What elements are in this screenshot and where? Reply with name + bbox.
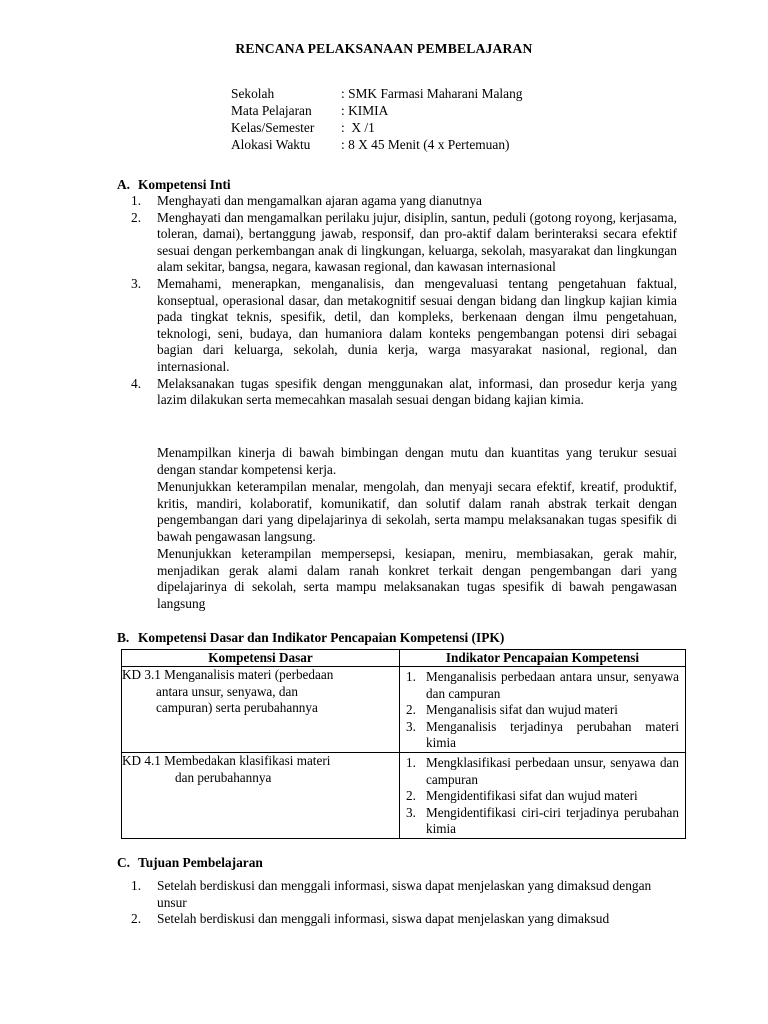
list-number: 3.	[406, 718, 416, 734]
list-number: 2.	[406, 788, 416, 804]
paragraph: Menampilkan kinerja di bawah bimbingan dengan mutu dan kuantitas yang terukur sesuai dengan standar kompetensi kerja.	[157, 445, 677, 477]
list-number: 1.	[406, 669, 416, 685]
table-cell-kd	[122, 667, 400, 753]
identity-table	[231, 86, 523, 154]
list-number: 2.	[406, 702, 416, 718]
list-item	[406, 788, 679, 804]
list-item	[131, 911, 679, 928]
paragraph: Menunjukkan keterampilan menalar, mengolah, dan menyaji secara efektif, kreatif, produktif, kritis, mandiri, kolaboratif, komunikatif, dan solutif dalam ranah abstrak terkait dengan pengembangan dari yang dipelajarinya di sekolah, serta mampu melaksanakan tugas spesifik di bawah pengawasan langsung.	[157, 479, 677, 544]
list-item	[406, 719, 679, 752]
list-text: Memahami, menerapkan, menganalisis, dan mengevaluasi tentang pengetahuan faktual, konseptual, operasional dasar, dan metakognitif sesuai dengan bidang dan lingkup kajian kimia pada tingkat teknis, spesifik, detil, dan kompleks, berkenaan dengan ilmu pengetahuan, teknologi, seni, budaya, dan humaniora dalam konteks pengembangan potensi diri sebagai bagian dari keluarga, sekolah, dunia kerja, warga masyarakat nasional, regional, dan internasional.	[157, 275, 677, 374]
list-number: 3.	[406, 804, 416, 820]
core-competence-list	[131, 193, 677, 409]
kd-text: antara unsur, senyawa, dan	[156, 683, 298, 699]
table-header: Kompetensi Dasar	[122, 650, 400, 667]
table-header-row	[122, 650, 686, 667]
list-text: Menganalisis terjadinya perubahan materi kimia	[426, 718, 679, 751]
list-item	[131, 276, 677, 376]
table-header: Indikator Pencapaian Kompetensi	[400, 650, 686, 667]
identity-value: : KIMIA	[341, 103, 389, 118]
kd-text: campuran) serta perubahannya	[156, 700, 318, 716]
list-text: Menganalisis perbedaan antara unsur, senyawa dan campuran	[426, 669, 679, 701]
ipk-list	[400, 667, 685, 752]
table-row	[122, 753, 686, 839]
list-text: Menganalisis sifat dan wujud materi	[426, 702, 618, 718]
identity-key: Mata Pelajaran	[231, 103, 312, 118]
kd-text: KD 3.1 Menganalisis materi (perbedaan	[122, 667, 334, 683]
section-b-heading	[117, 630, 504, 647]
section-letter: C.	[117, 855, 131, 870]
list-number: 1.	[406, 755, 416, 771]
list-number: 1.	[131, 193, 142, 208]
identity-key: Kelas/Semester	[231, 120, 315, 135]
list-item	[406, 755, 679, 788]
table-cell-ipk	[400, 667, 686, 753]
list-text: Setelah berdiskusi dan menggali informasi, siswa dapat menjelaskan yang dimaksud dengan unsur	[157, 878, 652, 910]
list-text: Melaksanakan tugas spesifik dengan menggunakan alat, informasi, dan prosedur kerja yang lazim dilakukan serta memecahkan masalah sesuai dengan bidang kajian kimia.	[157, 375, 677, 408]
list-text: Setelah berdiskusi dan menggali informasi, siswa dapat menjelaskan yang dimaksud	[157, 911, 610, 927]
section-a-heading	[117, 177, 231, 194]
list-text: Menghayati dan mengamalkan perilaku jujur, disiplin, santun, peduli (gotong royong, kerjasama, toleran, damai), bertanggung jawab, responsif, dan pro-aktif dalam berinteraksi secara efektif sesuai dengan perkembangan anak di lingkungan, keluarga, sekolah, masyarakat dan lingkungan alam sekitar, bangsa, negara, kawasan regional, dan kawasan internasional	[157, 209, 677, 275]
list-number: 1.	[131, 878, 142, 893]
identity-value: : SMK Farmasi Maharani Malang	[341, 86, 523, 101]
identity-row-time	[231, 137, 523, 154]
table-row	[122, 667, 686, 753]
list-number: 4.	[131, 375, 142, 391]
identity-row-school	[231, 86, 523, 103]
kd-text: KD 4.1 Membedakan klasifikasi materi	[122, 753, 331, 769]
identity-key: Alokasi Waktu	[231, 137, 311, 152]
section-title: Tujuan Pembelajaran	[138, 855, 263, 870]
list-number: 2.	[131, 911, 142, 927]
table-cell-ipk	[400, 753, 686, 839]
list-number: 3.	[131, 275, 142, 291]
list-text: Mengidentifikasi sifat dan wujud materi	[426, 788, 638, 804]
list-text: Menghayati dan mengamalkan ajaran agama yang dianutnya	[157, 193, 482, 208]
list-item	[406, 669, 679, 702]
section-letter: A.	[117, 177, 131, 192]
page-title: RENCANA PELAKSANAAN PEMBELAJARAN	[235, 41, 533, 56]
paragraph: Menunjukkan keterampilan mempersepsi, kesiapan, meniru, membiasakan, gerak mahir, menjadikan gerak alami dalam ranah konkret terkait dengan pengembangan dari yang dipelajarinya di sekolah, serta mampu melaksanakan tugas spesifik di bawah pengawasan langsung	[157, 546, 677, 611]
list-item	[131, 193, 677, 210]
ipk-list	[400, 753, 685, 838]
list-number: 2.	[131, 209, 142, 225]
list-text: Mengidentifikasi ciri-ciri terjadinya perubahan kimia	[426, 804, 679, 837]
list-item	[131, 878, 679, 911]
learning-objective-list	[131, 878, 679, 928]
section-letter: B.	[117, 630, 130, 645]
section-c-heading	[117, 855, 263, 872]
list-text: Mengklasifikasi perbedaan unsur, senyawa dan campuran	[426, 755, 679, 787]
section-title: Kompetensi Inti	[138, 177, 231, 192]
list-item	[406, 805, 679, 838]
list-item	[131, 376, 677, 409]
section-title: Kompetensi Dasar dan Indikator Pencapaian Kompetensi (IPK)	[138, 630, 505, 645]
identity-key: Sekolah	[231, 86, 275, 101]
competence-table	[121, 649, 686, 839]
identity-row-subject	[231, 103, 523, 120]
identity-row-class	[231, 120, 523, 137]
list-item	[406, 702, 679, 718]
kd-text: dan perubahannya	[175, 769, 272, 785]
identity-value: : X /1	[341, 120, 375, 135]
list-item	[131, 210, 677, 276]
table-cell-kd	[122, 753, 400, 839]
identity-value: : 8 X 45 Menit (4 x Pertemuan)	[341, 137, 510, 152]
